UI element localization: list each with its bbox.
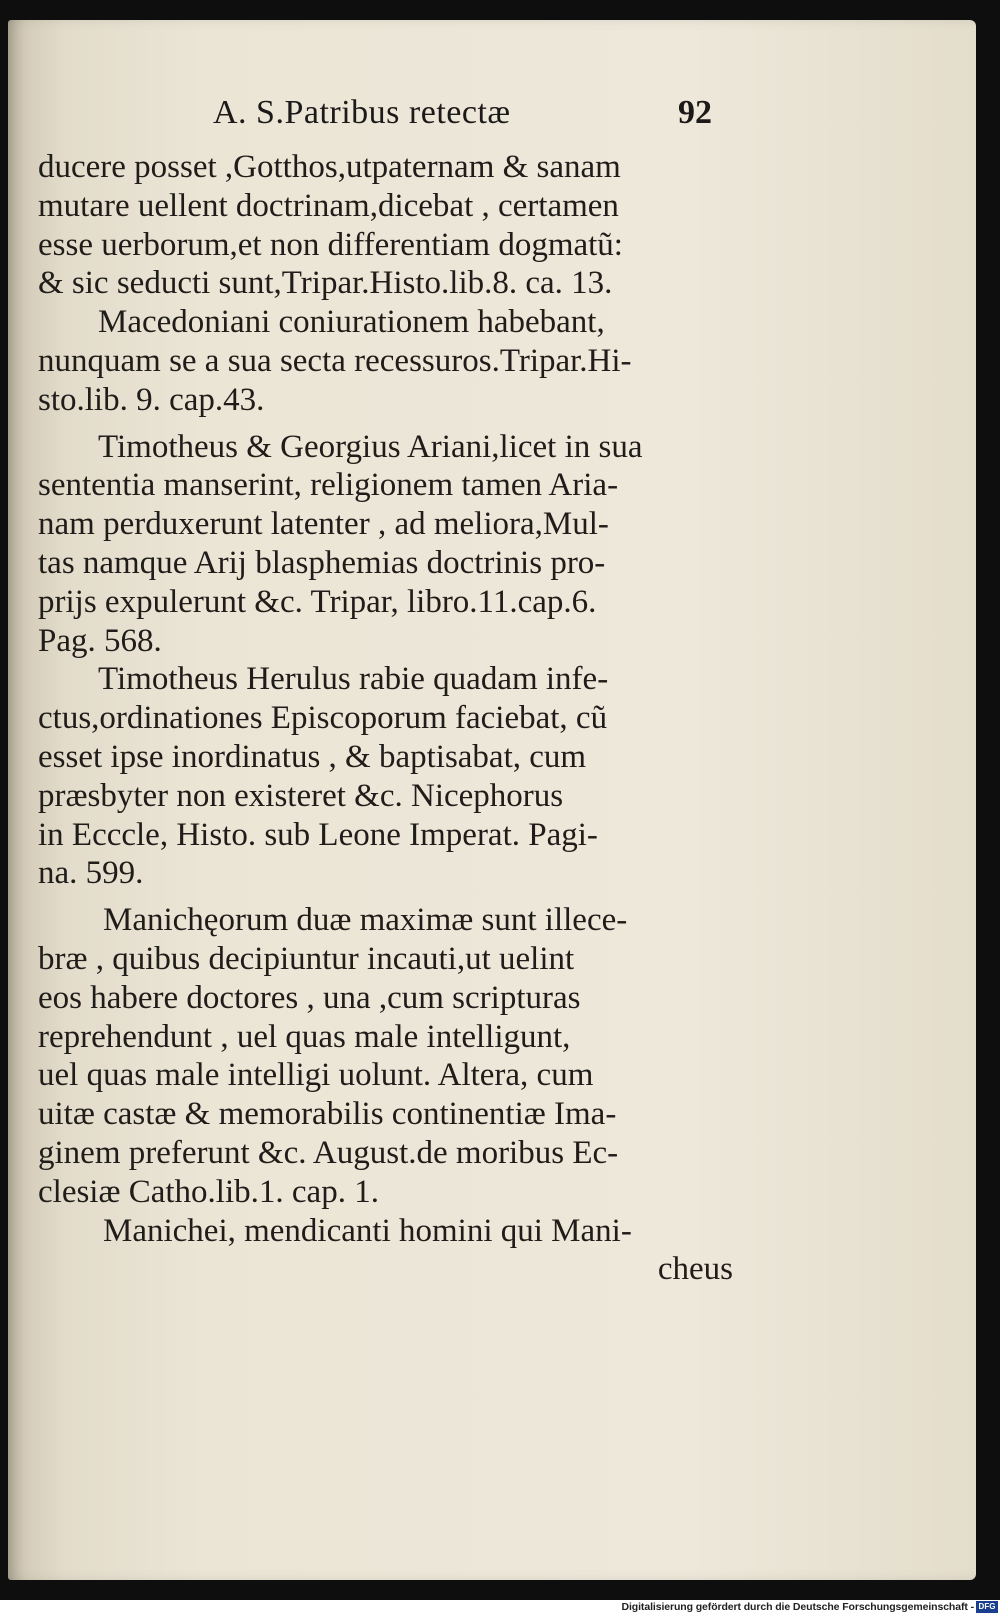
paragraph <box>38 428 748 661</box>
text-line: tas namque Arij blasphemias doctrinis pro- <box>38 544 606 581</box>
book-page <box>8 20 976 1580</box>
paragraph <box>38 303 748 419</box>
text-line: uel quas male intelligi uolunt. Altera, cum <box>38 1057 594 1094</box>
text-line: Timotheus Herulus rabie quadam infe- <box>98 661 609 698</box>
text-line: Timotheus & Georgius Ariani,licet in sua <box>98 428 643 465</box>
text-block <box>38 148 748 1289</box>
text-line: esset ipse inordinatus , & baptisabat, cum <box>38 738 587 775</box>
page-number: 92 <box>678 94 712 131</box>
text-line: Macedoniani coniurationem habebant, <box>98 304 605 341</box>
text-line: eos habere doctores , una ,cum scripturas <box>38 979 581 1016</box>
text-line: Pag. 568. <box>38 622 162 659</box>
text-line: Manichęorum duæ maximæ sunt illece- <box>103 902 628 939</box>
paragraph <box>38 148 748 303</box>
text-line: nam perduxerunt latenter , ad meliora,Mul- <box>38 506 609 543</box>
paragraph <box>38 901 748 1211</box>
text-line: reprehendunt , uel quas male intelligunt, <box>38 1018 571 1055</box>
catchword: cheus <box>657 1251 733 1288</box>
text-line: ctus,ordinationes Episcoporum faciebat, cũ <box>38 700 608 737</box>
dfg-logo: DFG <box>976 1601 998 1613</box>
text-line: prijs expulerunt &c. Tripar, libro.11.cap.6. <box>38 583 597 620</box>
text-line: in Ecccle, Histo. sub Leone Imperat. Pagi- <box>38 816 598 853</box>
text-line: na. 599. <box>38 855 144 892</box>
text-line: ducere posset ,Gotthos,utpaternam & sanam <box>38 149 621 185</box>
text-line: & sic seducti sunt,Tripar.Histo.lib.8. ca. 13. <box>38 265 613 302</box>
text-line: sententia manserint, religionem tamen Aria- <box>38 467 619 504</box>
text-line: uitæ castæ & memorabilis continentiæ Ima- <box>38 1096 617 1133</box>
text-line: esse uerborum,et non differentiam dogmatũ: <box>38 226 623 263</box>
text-line: ginem preferunt &c. August.de moribus Ec- <box>38 1134 619 1171</box>
text-line: præsbyter non existeret &c. Nicephorus <box>38 777 564 814</box>
paragraph <box>38 1212 748 1290</box>
running-title: A. S.Patribus retectæ <box>213 94 511 131</box>
footer-bar <box>0 1600 1000 1615</box>
text-line: mutare uellent doctrinam,dicebat , certamen <box>38 187 619 224</box>
paragraph <box>38 660 748 893</box>
digitization-credit: Digitalisierung gefördert durch die Deutsche Forschungsgemeinschaft - <box>621 1601 974 1613</box>
text-line: clesiæ Catho.lib.1. cap. 1. <box>38 1173 379 1210</box>
text-line: bræ , quibus decipiuntur incauti,ut uelint <box>38 940 575 977</box>
text-line: Manichei, mendicanti homini qui Mani- <box>103 1212 632 1249</box>
text-line: sto.lib. 9. cap.43. <box>38 381 265 418</box>
page-header <box>8 82 976 142</box>
text-line: nunquam se a sua secta recessuros.Tripar.Hi- <box>38 342 632 379</box>
